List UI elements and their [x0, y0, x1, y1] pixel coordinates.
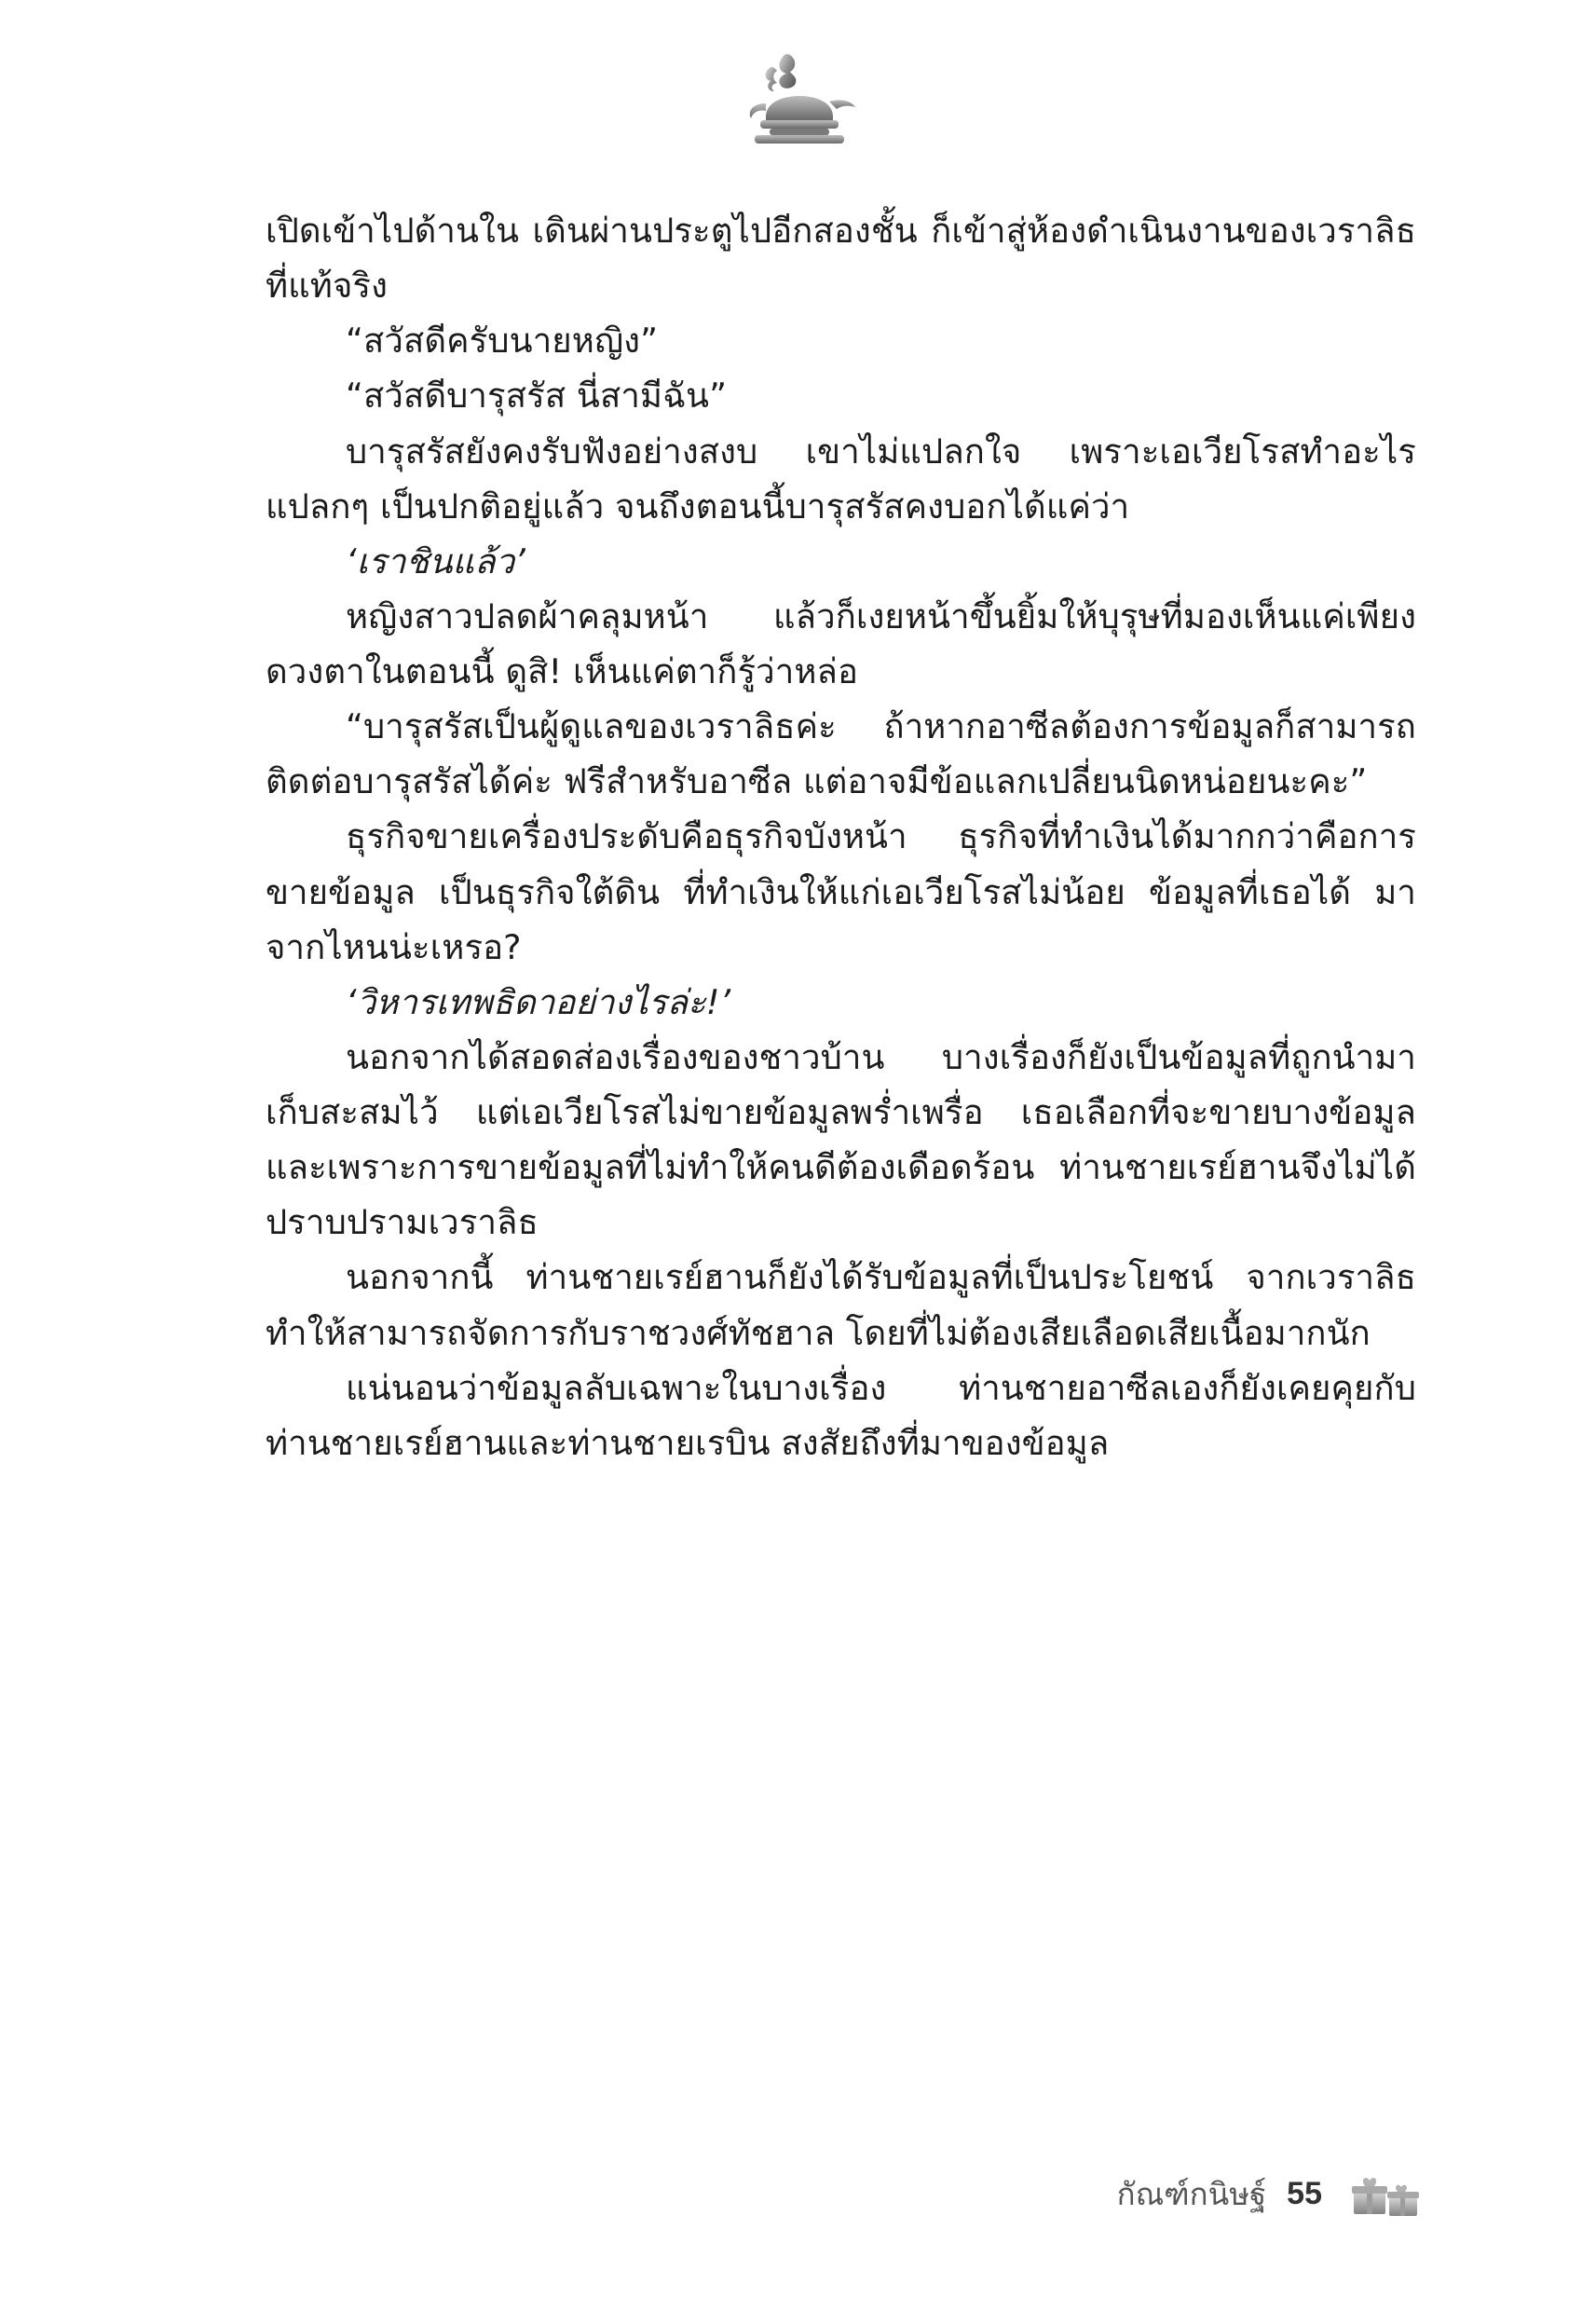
- paragraph: “สวัสดีครับนายหญิง”: [346, 321, 659, 362]
- paragraph-italic: ‘วิหารเทพธิดาอย่างไรล่ะ!’: [346, 981, 731, 1022]
- paragraph: แน่นอนว่าข้อมูลลับเฉพาะในบางเรื่อง ท่านชายอาซีลเองก็ยังเคยคุยกับท่านชายเรย์ฮานและท่านชายเรบิน สงสัยถึงที่มาของข้อมูล: [266, 1367, 1416, 1463]
- page-number: 55: [1287, 2175, 1322, 2211]
- paragraph: เปิดเข้าไปด้านใน เดินผ่านประตูไปอีกสองชั้น ก็เข้าสู่ห้องดำเนินงานของเวราลิธที่แท้จริง: [266, 211, 1416, 307]
- footer-book-title: กัณฑ์กนิษฐ์: [1116, 2175, 1267, 2212]
- oil-lamp-icon: [729, 49, 868, 150]
- paragraph-italic: ‘เราชินแล้ว’: [346, 540, 525, 581]
- paragraph: ธุรกิจขายเครื่องประดับคือธุรกิจบังหน้า ธุรกิจที่ทำเงินได้มากกว่าคือการขายข้อมูล เป็นธุรกิจใต้ดิน ที่ทำเงินให้แก่เอเวียโรสไม่น้อย ข้อมูลที่เธอได้ มาจากไหนน่ะเหรอ?: [266, 816, 1416, 967]
- page-footer: [0, 2156, 1596, 2222]
- paragraph: “บารุสรัสเป็นผู้ดูแลของเวราลิธค่ะ ถ้าหากอาซีลต้องการข้อมูลก็สามารถติดต่อบารุสรัสได้ค่ะ ฟรีสำหรับอาซีล แต่อาจมีข้อแลกเปลี่ยนนิดหน่อยนะคะ”: [266, 706, 1416, 802]
- paragraph: นอกจากได้สอดส่องเรื่องของชาวบ้าน บางเรื่องก็ยังเป็นข้อมูลที่ถูกนำมาเก็บสะสมไว้ แต่เอเวียโรสไม่ขายข้อมูลพร่ำเพรื่อ เธอเลือกที่จะขายบางข้อมูล และเพราะการขายข้อมูลที่ไม่ทำให้คนดีต้องเดือดร้อน ท่านชายเรย์ฮานจึงไม่ได้ปราบปรามเวราลิธ: [266, 1036, 1416, 1243]
- paragraph: นอกจากนี้ ท่านชายเรย์ฮานก็ยังได้รับข้อมูลที่เป็นประโยชน์ จากเวราลิธ ทำให้สามารถจัดการกับราชวงศ์ทัชฮาล โดยที่ไม่ต้องเสียเลือดเสียเนื้อมากนัก: [266, 1257, 1416, 1353]
- page-body-text: [266, 203, 1416, 1470]
- gift-boxes-icon: [1348, 2166, 1428, 2222]
- paragraph: “สวัสดีบารุสรัส นี่สามีฉัน”: [346, 376, 728, 417]
- header-ornament: [0, 48, 1596, 151]
- paragraph: หญิงสาวปลดผ้าคลุมหน้า แล้วก็เงยหน้าขึ้นยิ้มให้บุรุษที่มองเห็นแค่เพียงดวงตาในตอนนี้ ดูสิ! เห็นแค่ตาก็รู้ว่าหล่อ: [266, 595, 1416, 691]
- paragraph: บารุสรัสยังคงรับฟังอย่างสงบ เขาไม่แปลกใจ เพราะเอเวียโรสทำอะไรแปลกๆ เป็นปกติอยู่แล้ว จนถึงตอนนี้บารุสรัสคงบอกได้แค่ว่า: [266, 431, 1416, 526]
